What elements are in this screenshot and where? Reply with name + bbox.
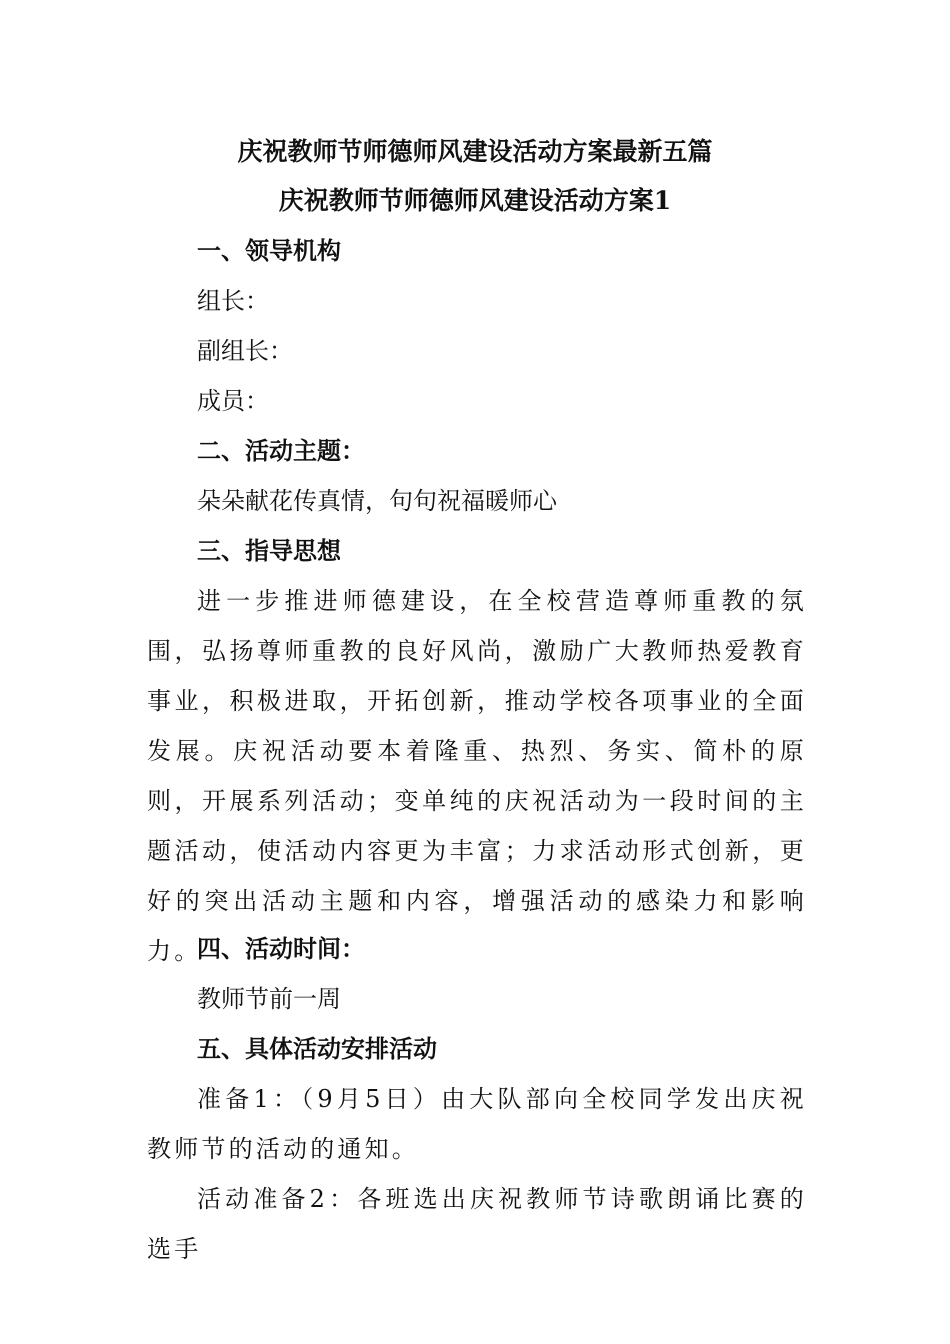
section-heading-time: 四、活动时间： <box>197 934 365 963</box>
leader-line: 组长： <box>197 287 269 315</box>
section-heading-arrangement: 五、具体活动安排活动 <box>197 1034 437 1063</box>
theme-text: 朵朵献花传真情，句句祝福暖师心 <box>197 487 557 515</box>
section-heading-theme: 二、活动主题： <box>197 436 365 465</box>
activity-time-text: 教师节前一周 <box>197 985 341 1013</box>
main-title: 庆祝教师节师德师风建设活动方案最新五篇 <box>237 137 713 166</box>
section-heading-leadership: 一、领导机构 <box>197 236 341 265</box>
sub-title: 庆祝教师节师德师风建设活动方案1 <box>278 186 672 215</box>
preparation-2-paragraph: 活动准备2：各班选出庆祝教师节诗歌朗诵比赛的选手 <box>147 1185 807 1263</box>
preparation-1-paragraph: 准备1：（9月5日）由大队部向全校同学发出庆祝教师节的活动的通知。 <box>147 1085 807 1163</box>
vice-leader-line: 副组长： <box>197 337 293 365</box>
section-heading-guiding-idea: 三、指导思想 <box>197 536 341 565</box>
guiding-idea-paragraph: 进一步推进师德建设，在全校营造尊师重教的氛围，弘扬尊师重教的良好风尚，激励广大教师热爱教育事业，积极进取，开拓创新，推动学校各项事业的全面发展。庆祝活动要本着隆重、热烈、务实、简朴的原则，开展系列活动；变单纯的庆祝活动为一段时间的主题活动，使活动内容更为丰富；力求活动形式创新，更好的突出活动主题和内容，增强活动的感染力和影响力。 <box>147 587 807 965</box>
members-line: 成员： <box>197 387 269 415</box>
